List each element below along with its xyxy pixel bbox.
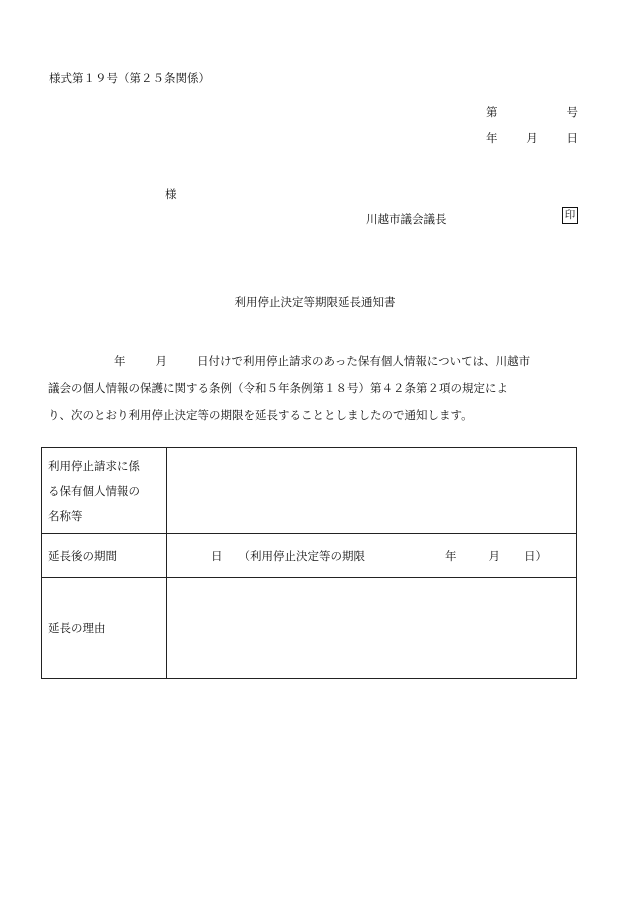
document-title: 利用停止決定等期限延長通知書 bbox=[234, 295, 396, 309]
body-line-2: 議会の個人情報の保護に関する条例（令和５年条例第１８号）第４２条第２項の規定によ bbox=[48, 381, 508, 395]
issuer: 川越市議会議長 bbox=[366, 212, 447, 226]
info-name-field[interactable] bbox=[167, 448, 577, 534]
body-year: 年 bbox=[114, 354, 126, 368]
addressee: 様 bbox=[165, 187, 177, 201]
table-row bbox=[42, 578, 577, 679]
extension-reason-label: 延長の理由 bbox=[42, 578, 167, 679]
table-row bbox=[42, 448, 577, 534]
extended-period-label: 延長後の期間 bbox=[42, 534, 167, 578]
extension-reason-field[interactable] bbox=[167, 578, 577, 679]
body-text bbox=[48, 348, 588, 429]
body-line-1-text: 日付けで利用停止請求のあった保有個人情報については、川越市 bbox=[197, 354, 531, 368]
extended-period-field[interactable] bbox=[167, 534, 577, 578]
period-year: 年 bbox=[445, 548, 457, 563]
seal-mark: 印 bbox=[562, 207, 578, 224]
body-month: 月 bbox=[155, 354, 167, 368]
document-number bbox=[486, 104, 578, 120]
date-day: 日 bbox=[566, 131, 578, 145]
period-day-close: 日） bbox=[524, 548, 547, 563]
number-prefix: 第 bbox=[486, 105, 498, 119]
label-line: 利用停止請求に係 bbox=[48, 459, 140, 473]
period-line bbox=[173, 548, 570, 564]
period-day: 日 bbox=[211, 548, 223, 563]
number-suffix: 号 bbox=[566, 105, 578, 119]
label-line: 名称等 bbox=[48, 509, 83, 523]
form-number: 様式第１９号（第２５条関係） bbox=[49, 71, 210, 85]
date-month: 月 bbox=[526, 131, 538, 145]
date-year: 年 bbox=[486, 131, 498, 145]
body-line-3: り、次のとおり利用停止決定等の期限を延長することとしましたので通知します。 bbox=[48, 408, 473, 422]
document-date bbox=[486, 130, 578, 146]
body-line-1 bbox=[48, 348, 588, 375]
info-table bbox=[41, 447, 577, 679]
table-row bbox=[42, 534, 577, 578]
info-name-label bbox=[42, 448, 167, 534]
period-month: 月 bbox=[488, 548, 500, 563]
period-deadline-label: （利用停止決定等の期限 bbox=[238, 548, 365, 563]
label-line: る保有個人情報の bbox=[48, 484, 140, 498]
